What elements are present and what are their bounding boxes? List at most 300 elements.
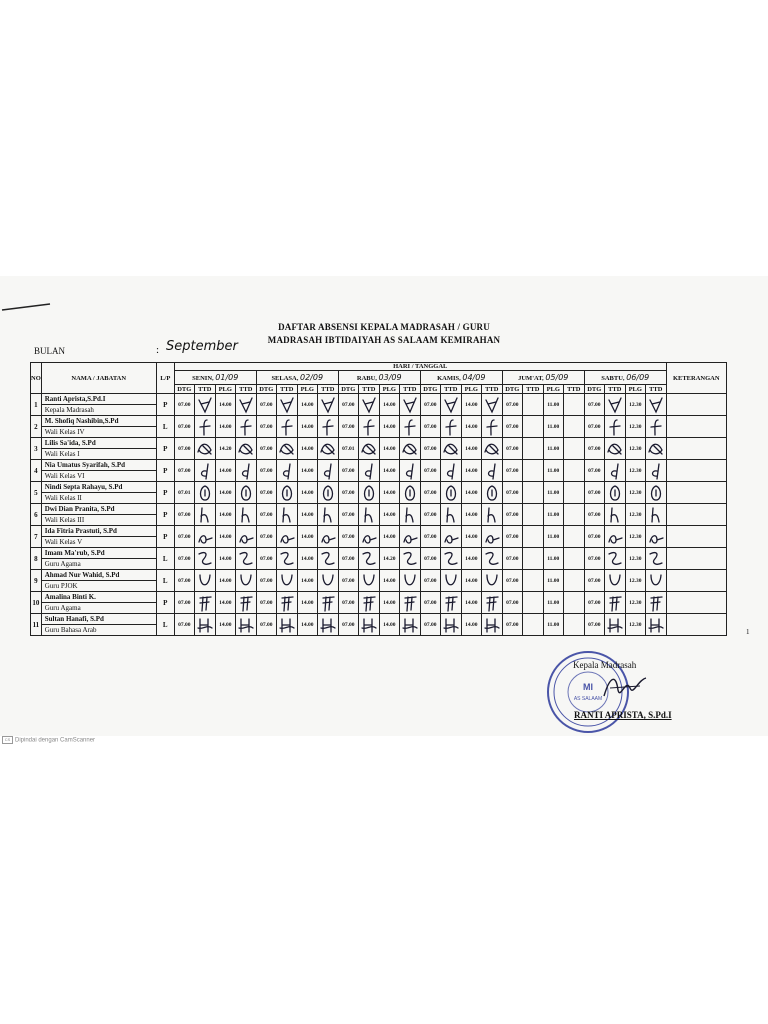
- ttd-cell-empty: [522, 526, 543, 548]
- row-number: 1: [31, 394, 42, 416]
- arrival-time: 07.00: [174, 416, 194, 438]
- ttd-cell-empty: [522, 482, 543, 504]
- table-row: [31, 460, 727, 482]
- handwritten-signature: [320, 418, 336, 436]
- ttd-cell-empty: [563, 416, 584, 438]
- teacher-position: Wali Kelas I: [42, 448, 156, 459]
- ttd-cell: [317, 504, 338, 526]
- departure-time: 12.30: [625, 394, 645, 416]
- departure-time: 14.00: [461, 460, 481, 482]
- teacher-name: Sultan Hanafi, S.Pd: [44, 615, 104, 623]
- subheader-dtg: DTG: [174, 385, 194, 394]
- handwritten-signature: [361, 616, 377, 634]
- ttd-cell-empty: [522, 460, 543, 482]
- keterangan-cell: [666, 482, 726, 504]
- day-header: [420, 371, 502, 385]
- subheader-plg: PLG: [543, 385, 563, 394]
- day-name: SENIN,: [192, 375, 214, 382]
- keterangan-cell: [666, 438, 726, 460]
- ttd-cell: [645, 526, 666, 548]
- arrival-time: 07.00: [174, 526, 194, 548]
- keterangan-cell: [666, 548, 726, 570]
- departure-time: 14.00: [379, 614, 399, 636]
- departure-time: 14.00: [297, 570, 317, 592]
- arrival-time: 07.00: [256, 460, 276, 482]
- departure-time: 14.00: [461, 570, 481, 592]
- handwritten-signature: [484, 594, 500, 612]
- teacher-name: Imam Ma'rub, S.Pd: [44, 549, 105, 557]
- departure-time: 14.00: [215, 394, 235, 416]
- handwritten-signature: [402, 550, 418, 568]
- ttd-cell: [399, 482, 420, 504]
- arrival-time: 07.00: [420, 482, 440, 504]
- ttd-cell: [194, 526, 215, 548]
- handwritten-signature: [443, 484, 459, 502]
- ttd-cell: [604, 548, 625, 570]
- ttd-cell: [440, 526, 461, 548]
- day-name: SABTU,: [601, 375, 625, 382]
- departure-time: 14.00: [297, 482, 317, 504]
- handwritten-signature: [648, 462, 664, 480]
- ttd-cell: [645, 592, 666, 614]
- subheader-dtg: DTG: [256, 385, 276, 394]
- handwritten-signature: [648, 484, 664, 502]
- arrival-time: 07.00: [584, 504, 604, 526]
- day-date: 02/09: [299, 373, 324, 382]
- ttd-cell: [399, 438, 420, 460]
- handwritten-signature: [402, 594, 418, 612]
- handwritten-signature: [279, 572, 295, 590]
- handwritten-signature: [607, 594, 623, 612]
- handwritten-signature: [648, 418, 664, 436]
- ttd-cell: [317, 570, 338, 592]
- handwritten-signature: [648, 616, 664, 634]
- arrival-time: 07.00: [338, 592, 358, 614]
- departure-time: 11.00: [543, 592, 563, 614]
- departure-time: 11.00: [543, 394, 563, 416]
- table-row: [31, 526, 727, 548]
- ttd-cell: [194, 460, 215, 482]
- ttd-cell: [317, 548, 338, 570]
- arrival-time: 07.00: [256, 416, 276, 438]
- departure-time: 14.20: [379, 548, 399, 570]
- subheader-ttd: TTD: [399, 385, 420, 394]
- ttd-cell: [276, 416, 297, 438]
- departure-time: 14.00: [379, 394, 399, 416]
- teacher-position: Wali Kelas II: [42, 492, 156, 503]
- departure-time: 14.00: [461, 416, 481, 438]
- gender-cell: P: [156, 526, 174, 548]
- arrival-time: 07.00: [256, 592, 276, 614]
- handwritten-signature: [197, 396, 213, 414]
- departure-time: 14.00: [215, 548, 235, 570]
- departure-time: 14.00: [379, 482, 399, 504]
- ttd-cell: [399, 614, 420, 636]
- departure-time: 14.00: [215, 592, 235, 614]
- ttd-cell: [276, 438, 297, 460]
- handwritten-signature: [279, 440, 295, 458]
- subheader-dtg: DTG: [584, 385, 604, 394]
- ttd-cell: [481, 504, 502, 526]
- ttd-cell: [645, 548, 666, 570]
- handwritten-signature: [607, 572, 623, 590]
- departure-time: 11.00: [543, 548, 563, 570]
- handwritten-signature: [648, 396, 664, 414]
- keterangan-cell: [666, 570, 726, 592]
- ttd-cell: [276, 548, 297, 570]
- ttd-cell-empty: [522, 592, 543, 614]
- teacher-name: Nindi Septa Rahayu, S.Pd: [44, 483, 123, 491]
- subheader-ttd: TTD: [235, 385, 256, 394]
- ttd-cell-empty: [563, 592, 584, 614]
- handwritten-signature: [361, 440, 377, 458]
- subheader-ttd: TTD: [194, 385, 215, 394]
- ttd-cell: [317, 592, 338, 614]
- handwritten-signature: [484, 550, 500, 568]
- gender-cell: P: [156, 438, 174, 460]
- handwritten-signature: [197, 616, 213, 634]
- handwritten-signature: [361, 418, 377, 436]
- handwritten-signature: [361, 572, 377, 590]
- handwritten-signature: [443, 396, 459, 414]
- ttd-cell: [604, 592, 625, 614]
- ttd-cell: [481, 460, 502, 482]
- handwritten-signature: [279, 418, 295, 436]
- gender-cell: P: [156, 592, 174, 614]
- departure-time: 14.00: [461, 504, 481, 526]
- row-number: 8: [31, 548, 42, 570]
- arrival-time: 07.00: [174, 592, 194, 614]
- departure-time: 14.00: [461, 526, 481, 548]
- arrival-time: 07.00: [256, 394, 276, 416]
- gender-cell: P: [156, 394, 174, 416]
- handwritten-signature: [443, 528, 459, 546]
- ttd-cell: [399, 416, 420, 438]
- teacher-position: Guru Agama: [42, 602, 156, 613]
- gender-cell: P: [156, 460, 174, 482]
- teacher-name: M. Shofiq Nashibin,S.Pd: [44, 417, 119, 425]
- departure-time: 12.30: [625, 592, 645, 614]
- table-row: [31, 570, 727, 592]
- ttd-cell: [276, 504, 297, 526]
- ttd-cell-empty: [522, 394, 543, 416]
- day-header: [584, 371, 666, 385]
- day-name: KAMIS,: [437, 375, 461, 382]
- ttd-cell: [358, 460, 379, 482]
- handwritten-signature: [402, 506, 418, 524]
- departure-time: 12.30: [625, 460, 645, 482]
- ttd-cell: [440, 460, 461, 482]
- day-header: [502, 371, 584, 385]
- handwritten-signature: [320, 462, 336, 480]
- row-number: 11: [31, 614, 42, 636]
- arrival-time: 07.00: [502, 460, 522, 482]
- arrival-time: 07.00: [174, 394, 194, 416]
- handwritten-signature: [402, 418, 418, 436]
- ttd-cell: [317, 482, 338, 504]
- handwritten-signature: [361, 462, 377, 480]
- day-date: 06/09: [626, 373, 650, 382]
- ttd-cell: [645, 614, 666, 636]
- keterangan-cell: [666, 526, 726, 548]
- handwritten-signature: [607, 440, 623, 458]
- handwritten-signature: [279, 528, 295, 546]
- handwritten-signature: [484, 572, 500, 590]
- arrival-time: 07.00: [584, 526, 604, 548]
- teacher-position: Wali Kelas III: [42, 514, 156, 525]
- departure-time: 14.00: [297, 548, 317, 570]
- handwritten-signature: [279, 396, 295, 414]
- departure-time: 12.30: [625, 416, 645, 438]
- departure-time: 14.00: [379, 438, 399, 460]
- departure-time: 14.00: [461, 614, 481, 636]
- handwritten-signature: [197, 484, 213, 502]
- ttd-cell: [604, 570, 625, 592]
- handwritten-signature: [238, 528, 254, 546]
- day-date: 05/09: [545, 373, 569, 382]
- subheader-plg: PLG: [461, 385, 481, 394]
- handwritten-signature: [484, 440, 500, 458]
- arrival-time: 07.01: [338, 438, 358, 460]
- row-number: 7: [31, 526, 42, 548]
- gender-cell: L: [156, 614, 174, 636]
- departure-time: 14.00: [297, 504, 317, 526]
- subheader-dtg: DTG: [420, 385, 440, 394]
- handwritten-signature: [279, 550, 295, 568]
- header-lp: L/P: [156, 363, 174, 394]
- arrival-time: 07.00: [256, 548, 276, 570]
- handwritten-signature: [197, 440, 213, 458]
- handwritten-signature: [197, 528, 213, 546]
- arrival-time: 07.00: [502, 416, 522, 438]
- arrival-time: 07.00: [420, 592, 440, 614]
- handwritten-signature: [402, 462, 418, 480]
- arrival-time: 07.00: [338, 394, 358, 416]
- handwritten-signature: [443, 594, 459, 612]
- handwritten-signature: [238, 594, 254, 612]
- arrival-time: 07.00: [420, 526, 440, 548]
- handwritten-signature: [361, 550, 377, 568]
- ttd-cell: [276, 570, 297, 592]
- arrival-time: 07.00: [502, 526, 522, 548]
- row-number: 6: [31, 504, 42, 526]
- ttd-cell-empty: [563, 482, 584, 504]
- departure-time: 11.00: [543, 504, 563, 526]
- ttd-cell: [645, 438, 666, 460]
- handwritten-signature: [238, 396, 254, 414]
- subheader-ttd: TTD: [604, 385, 625, 394]
- handwritten-signature: [197, 506, 213, 524]
- subheader-ttd: TTD: [645, 385, 666, 394]
- departure-time: 14.00: [379, 460, 399, 482]
- ttd-cell: [317, 526, 338, 548]
- arrival-time: 07.00: [502, 482, 522, 504]
- handwritten-signature: [443, 418, 459, 436]
- day-name: JUM'AT,: [518, 375, 544, 382]
- ttd-cell-empty: [563, 394, 584, 416]
- departure-time: 12.30: [625, 526, 645, 548]
- handwritten-signature: [320, 550, 336, 568]
- ttd-cell: [358, 504, 379, 526]
- handwritten-signature: [320, 572, 336, 590]
- svg-text:AS SALAAM: AS SALAAM: [573, 696, 603, 702]
- ttd-cell: [194, 416, 215, 438]
- gender-cell: L: [156, 570, 174, 592]
- handwritten-signature: [361, 594, 377, 612]
- ttd-cell: [235, 526, 256, 548]
- ttd-cell: [399, 460, 420, 482]
- arrival-time: 07.00: [174, 548, 194, 570]
- ttd-cell: [358, 548, 379, 570]
- bulan-value: September: [166, 339, 238, 354]
- departure-time: 14.00: [215, 482, 235, 504]
- arrival-time: 07.00: [174, 438, 194, 460]
- handwritten-signature: [320, 616, 336, 634]
- gender-cell: L: [156, 548, 174, 570]
- ttd-cell: [604, 438, 625, 460]
- ttd-cell: [399, 526, 420, 548]
- arrival-time: 07.00: [584, 416, 604, 438]
- handwritten-signature: [484, 396, 500, 414]
- ttd-cell: [358, 416, 379, 438]
- ttd-cell: [194, 548, 215, 570]
- handwritten-signature: [402, 484, 418, 502]
- departure-time: 14.00: [379, 592, 399, 614]
- keterangan-cell: [666, 394, 726, 416]
- handwritten-signature: [238, 484, 254, 502]
- ttd-cell-empty: [522, 548, 543, 570]
- ttd-cell: [276, 394, 297, 416]
- subheader-plg: PLG: [379, 385, 399, 394]
- name-cell: [41, 548, 156, 570]
- attendance-table: [30, 362, 727, 636]
- day-header: [256, 371, 338, 385]
- teacher-position: Guru Bahasa Arab: [42, 624, 156, 635]
- ttd-cell: [604, 482, 625, 504]
- departure-time: 14.00: [461, 592, 481, 614]
- arrival-time: 07.00: [502, 394, 522, 416]
- handwritten-signature: [197, 418, 213, 436]
- handwritten-signature: [607, 484, 623, 502]
- ttd-cell: [317, 416, 338, 438]
- ttd-cell: [358, 438, 379, 460]
- header-no: NO: [31, 363, 42, 394]
- handwritten-signature: [484, 418, 500, 436]
- keterangan-cell: [666, 592, 726, 614]
- arrival-time: 07.00: [420, 416, 440, 438]
- arrival-time: 07.00: [584, 570, 604, 592]
- arrival-time: 07.00: [338, 416, 358, 438]
- name-cell: [41, 482, 156, 504]
- page-marker: 1: [746, 628, 750, 636]
- bulan-colon: :: [156, 344, 160, 356]
- departure-time: 11.00: [543, 482, 563, 504]
- ttd-cell: [235, 460, 256, 482]
- handwritten-signature: [279, 462, 295, 480]
- row-number: 2: [31, 416, 42, 438]
- gender-cell: P: [156, 504, 174, 526]
- name-cell: [41, 416, 156, 438]
- ttd-cell: [481, 482, 502, 504]
- departure-time: 11.00: [543, 526, 563, 548]
- ttd-cell: [235, 394, 256, 416]
- teacher-name: Nia Umatus Syarifah, S.Pd: [44, 461, 126, 469]
- arrival-time: 07.00: [338, 614, 358, 636]
- subheader-dtg: DTG: [338, 385, 358, 394]
- teacher-name: Ranti Aprista,S.Pd.I: [44, 395, 106, 403]
- table-row: [31, 482, 727, 504]
- departure-time: 14.00: [215, 416, 235, 438]
- departure-time: 11.00: [543, 416, 563, 438]
- arrival-time: 07.00: [338, 526, 358, 548]
- handwritten-signature: [607, 396, 623, 414]
- ttd-cell: [440, 394, 461, 416]
- ttd-cell-empty: [563, 548, 584, 570]
- document-title: DAFTAR ABSENSI KEPALA MADRASAH / GURU: [278, 322, 490, 332]
- table-row: [31, 614, 727, 636]
- handwritten-signature: [648, 572, 664, 590]
- ttd-cell-empty: [522, 416, 543, 438]
- ttd-cell: [481, 526, 502, 548]
- row-number: 9: [31, 570, 42, 592]
- ttd-cell: [440, 614, 461, 636]
- arrival-time: 07.00: [338, 482, 358, 504]
- departure-time: 14.00: [215, 614, 235, 636]
- handwritten-signature: [238, 550, 254, 568]
- ttd-cell-empty: [563, 526, 584, 548]
- subheader-ttd: TTD: [481, 385, 502, 394]
- departure-time: 14.00: [297, 416, 317, 438]
- arrival-time: 07.00: [338, 548, 358, 570]
- ttd-cell: [440, 482, 461, 504]
- ttd-cell-empty: [563, 438, 584, 460]
- departure-time: 14.00: [297, 526, 317, 548]
- row-number: 5: [31, 482, 42, 504]
- header-nama: NAMA / JABATAN: [41, 363, 156, 394]
- ttd-cell: [235, 548, 256, 570]
- handwritten-signature: [279, 594, 295, 612]
- name-cell: [41, 570, 156, 592]
- ttd-cell: [604, 504, 625, 526]
- arrival-time: 07.00: [502, 592, 522, 614]
- name-cell: [41, 504, 156, 526]
- day-date: 04/09: [462, 373, 486, 382]
- arrival-time: 07.00: [256, 482, 276, 504]
- handwritten-signature: [443, 572, 459, 590]
- arrival-time: 07.01: [174, 482, 194, 504]
- row-number: 10: [31, 592, 42, 614]
- handwritten-signature: [402, 572, 418, 590]
- ttd-cell-empty: [522, 570, 543, 592]
- teacher-name: Dwi Dian Pranita, S.Pd: [44, 505, 115, 513]
- ttd-cell: [440, 570, 461, 592]
- ttd-cell: [481, 416, 502, 438]
- departure-time: 12.30: [625, 438, 645, 460]
- handwritten-signature: [361, 528, 377, 546]
- arrival-time: 07.00: [584, 482, 604, 504]
- ttd-cell: [645, 482, 666, 504]
- ttd-cell: [645, 416, 666, 438]
- ttd-cell: [317, 614, 338, 636]
- handwritten-signature: [238, 440, 254, 458]
- departure-time: 14.00: [379, 504, 399, 526]
- ttd-cell: [481, 592, 502, 614]
- handwritten-signature: [484, 462, 500, 480]
- name-cell: [41, 614, 156, 636]
- ttd-cell: [358, 526, 379, 548]
- ttd-cell: [481, 438, 502, 460]
- ttd-cell: [358, 592, 379, 614]
